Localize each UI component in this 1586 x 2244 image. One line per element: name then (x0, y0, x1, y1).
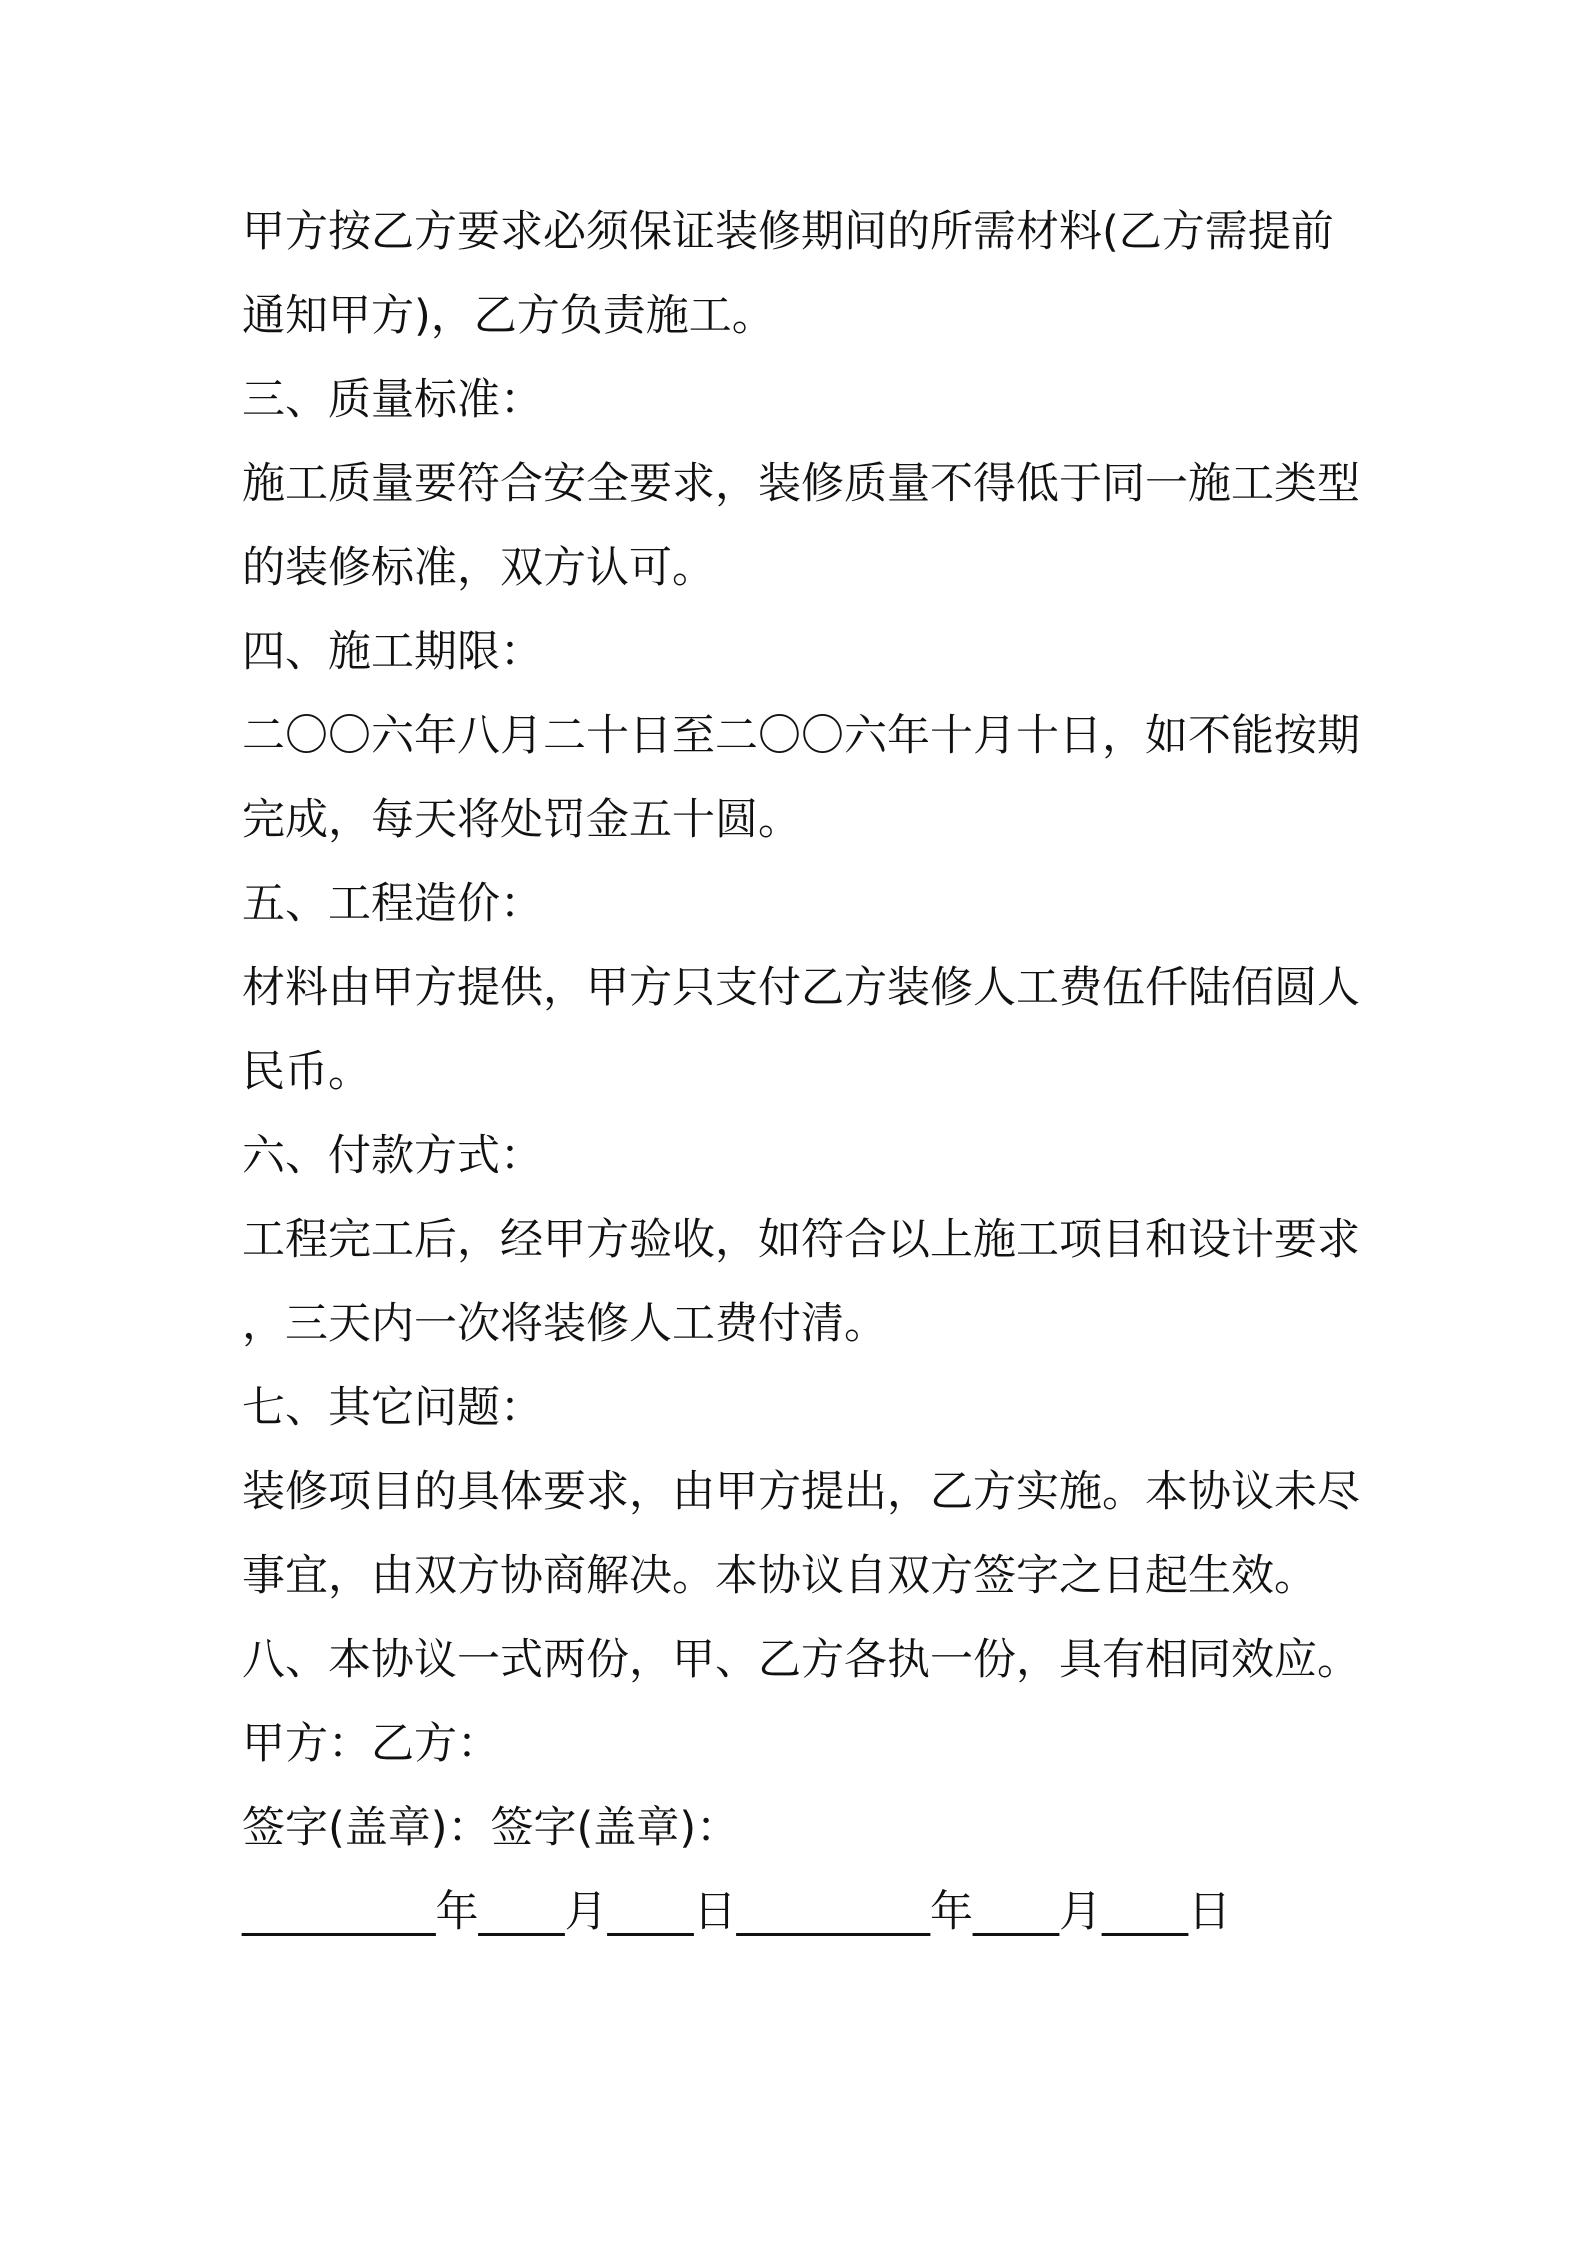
document-body (242, 190, 1360, 1954)
paragraph-line: 装修项目的具体要求，由甲方提出，乙方实施。本协议未尽 (242, 1467, 1360, 1517)
paragraph-line: ，三天内一次将装修人工费付清。 (242, 1299, 887, 1349)
paragraph-line: 甲方按乙方要求必须保证装修期间的所需材料(乙方需提前 (242, 207, 1334, 257)
paragraph-line: 完成，每天将处罚金五十圆。 (242, 795, 801, 845)
paragraph-line: 事宜，由双方协商解决。本协议自双方签字之日起生效。 (242, 1551, 1317, 1601)
paragraph-line: 材料由甲方提供，甲方只支付乙方装修人工费伍仟陆佰圆人 (242, 963, 1360, 1013)
paragraph-line: 二〇〇六年八月二十日至二〇〇六年十月十日，如不能按期 (242, 711, 1360, 761)
signature-labels: 签字(盖章)：签字(盖章)： (242, 1803, 740, 1853)
party-labels: 甲方：乙方： (242, 1719, 500, 1769)
section-heading: 六、付款方式： (242, 1131, 543, 1181)
section-heading: 五、工程造价： (242, 879, 543, 929)
paragraph-line: 民币。 (242, 1047, 371, 1097)
paragraph-line: 的装修标准，双方认可。 (242, 543, 715, 593)
section-heading: 七、其它问题： (242, 1383, 543, 1433)
section-heading: 四、施工期限： (242, 627, 543, 677)
paragraph-line: 施工质量要符合安全要求，装修质量不得低于同一施工类型 (242, 459, 1360, 509)
section-heading: 三、质量标准： (242, 375, 543, 425)
paragraph-line: 工程完工后，经甲方验收，如符合以上施工项目和设计要求 (242, 1215, 1360, 1265)
paragraph-line: 通知甲方)，乙方负责施工。 (242, 291, 775, 341)
date-fields: _________年____月____日_________年____月____日 (242, 1887, 1231, 1937)
section-heading: 八、本协议一式两份，甲、乙方各执一份，具有相同效应。 (242, 1635, 1360, 1685)
